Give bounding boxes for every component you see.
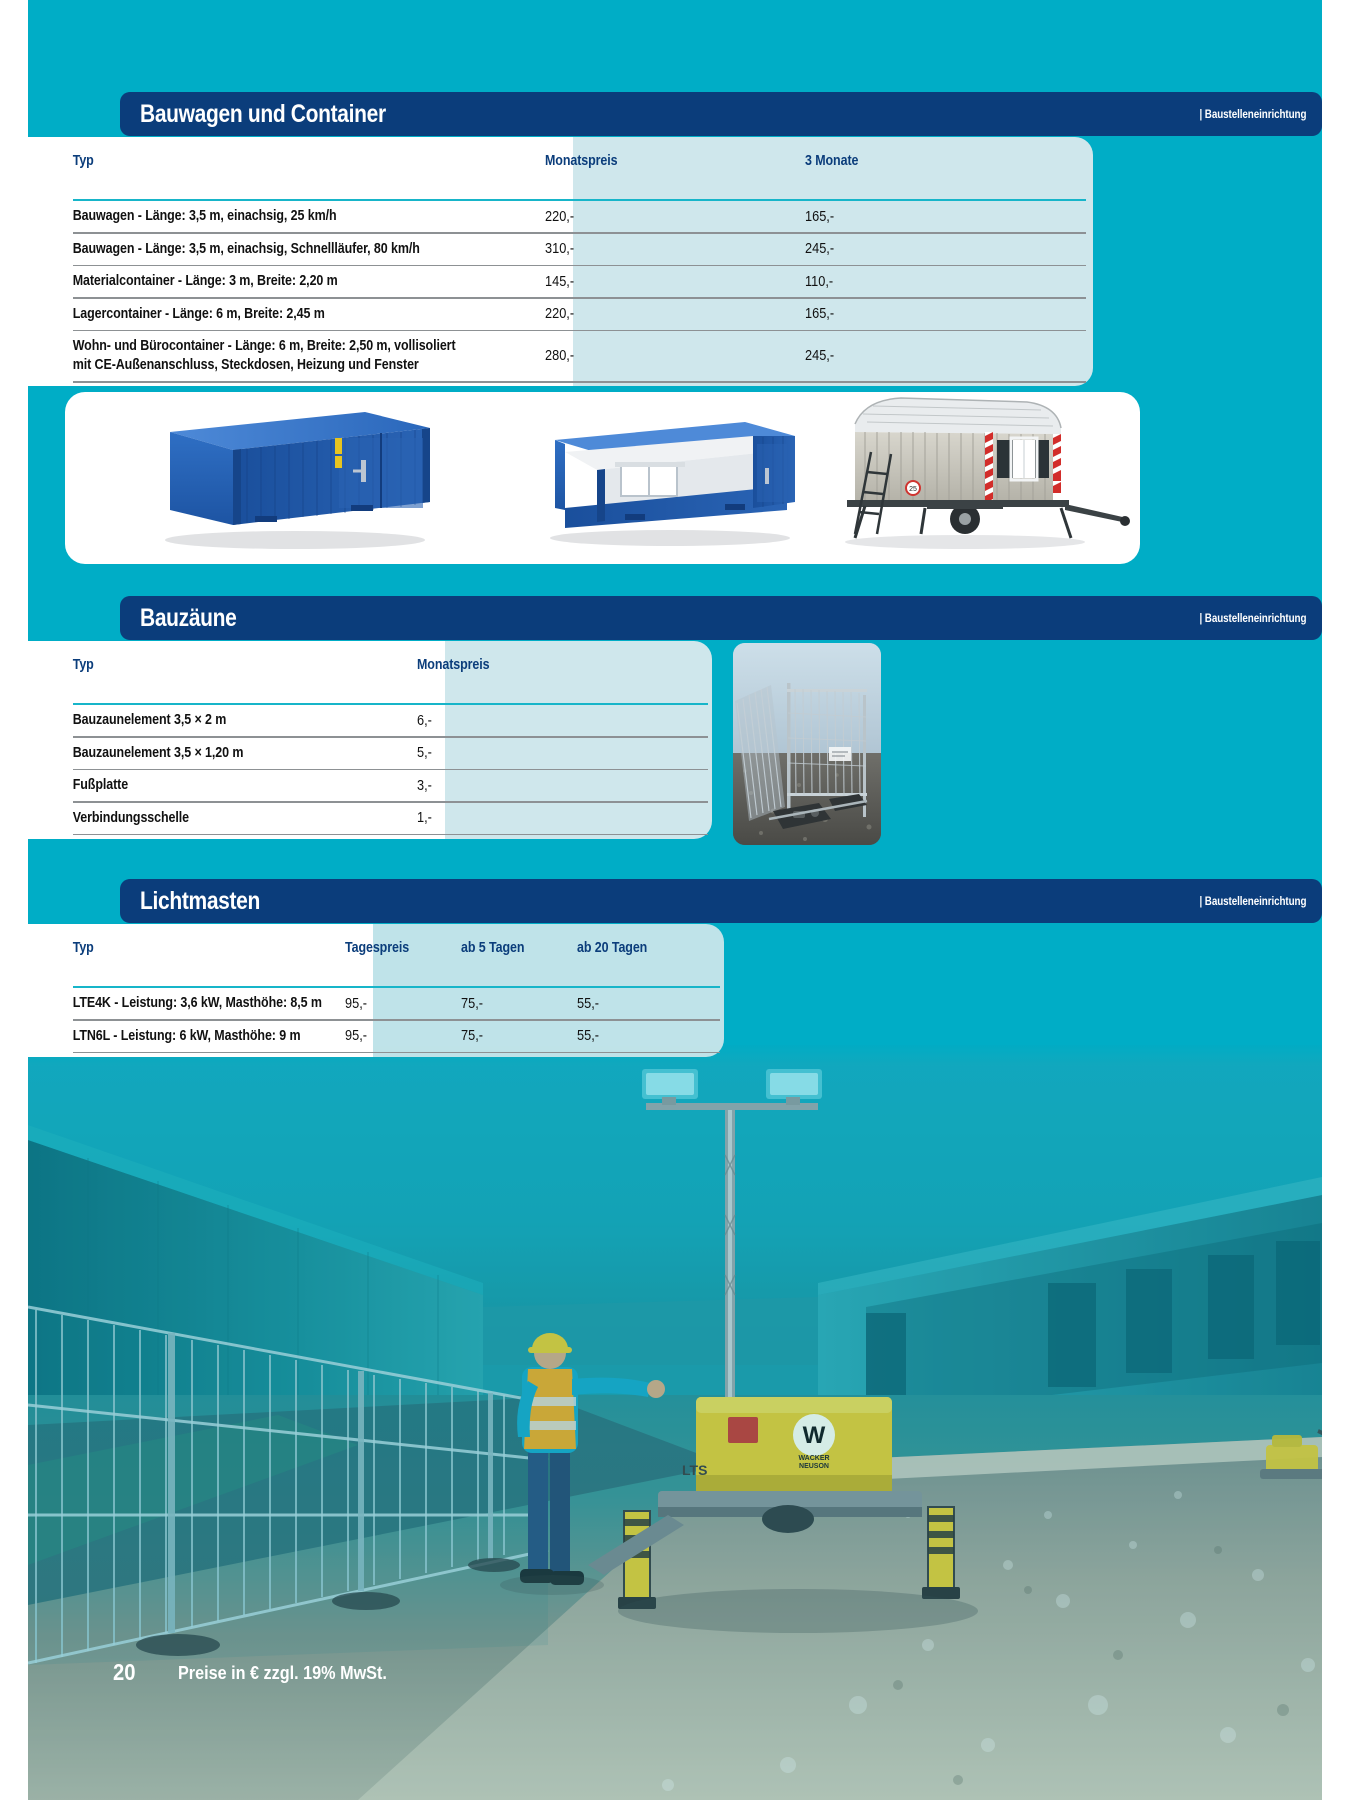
cell-3-monate: 245,- <box>805 348 835 364</box>
table-row <box>28 201 1093 232</box>
table-header-row <box>28 924 724 980</box>
cell-monatspreis: 1,- <box>417 810 432 826</box>
table-row <box>28 770 712 801</box>
cell-typ: LTN6L - Leistung: 6 kW, Masthöhe: 9 m <box>72 1027 301 1044</box>
table-row <box>28 803 712 834</box>
table-bauwagen-und-container <box>28 137 1093 386</box>
section-title: Bauzäune <box>140 603 237 632</box>
cell-typ: Wohn- und Bürocontainer - Länge: 6 m, Breite: 2,50 m, vollisoliert mit CE-Außenanschluss, Steckdosen, Heizung und Fenster <box>72 338 456 373</box>
table-header-row <box>28 641 712 697</box>
cell-typ: Bauwagen - Länge: 3,5 m, einachsig, Schnellläufer, 80 km/h <box>72 240 420 257</box>
cell-monatspreis: 220,- <box>545 306 575 322</box>
table-lichtmasten <box>28 924 724 1057</box>
table-row <box>28 1021 724 1052</box>
cell-typ: LTE4K - Leistung: 3,6 kW, Masthöhe: 8,5 m <box>72 995 322 1012</box>
fence-panels-photo <box>733 643 881 845</box>
cell-typ: Bauwagen - Länge: 3,5 m, einachsig, 25 km/h <box>72 208 337 225</box>
cell-monatspreis: 310,- <box>545 241 575 257</box>
row-divider <box>73 1052 720 1054</box>
section-breadcrumb: | Baustelleneinrichtung <box>1199 611 1306 625</box>
cell-typ: Lagercontainer - Länge: 6 m, Breite: 2,45 m <box>72 305 325 322</box>
table-row <box>28 988 724 1019</box>
cell-ab-5-tagen: 75,- <box>461 995 483 1012</box>
cell-ab-20-tagen: 55,- <box>577 1028 599 1044</box>
table-bauzaeune <box>28 641 712 839</box>
column-header-typ: Typ <box>72 657 94 673</box>
column-header-tagespreis: Tagespreis <box>345 940 410 956</box>
column-header-monatspreis: Monatspreis <box>417 657 490 673</box>
cell-ab-5-tagen: 75,- <box>461 1028 483 1044</box>
table-row <box>28 331 1093 381</box>
table-row <box>28 266 1093 297</box>
cell-3-monate: 245,- <box>805 241 835 257</box>
svg-text:25: 25 <box>909 486 917 493</box>
section-header-bauzaeune <box>120 596 1322 640</box>
grey-site-trailer-bauwagen <box>845 398 1130 549</box>
cell-monatspreis: 145,- <box>545 273 575 290</box>
cell-typ: Verbindungsschelle <box>72 809 189 826</box>
column-header-ab-20-tagen: ab 20 Tagen <box>577 940 648 956</box>
column-header-typ: Typ <box>72 153 94 169</box>
cell-typ: Fußplatte <box>72 777 129 794</box>
table-row <box>28 705 712 736</box>
section-title: Lichtmasten <box>140 886 261 915</box>
container-images-panel <box>65 392 1140 564</box>
svg-text:W: W <box>802 1422 826 1449</box>
cell-3-monate: 110,- <box>805 273 834 290</box>
cell-monatspreis: 3,- <box>417 777 432 794</box>
table-header-row <box>28 137 1093 193</box>
section-breadcrumb: | Baustelleneinrichtung <box>1199 107 1306 121</box>
section-header-bauwagen <box>120 92 1322 136</box>
cell-tagespreis: 95,- <box>345 995 367 1012</box>
cell-typ: Bauzaunelement 3,5 × 2 m <box>72 712 227 729</box>
page-number: 20 <box>113 1659 136 1685</box>
cell-ab-20-tagen: 55,- <box>577 995 599 1012</box>
cell-monatspreis: 5,- <box>417 745 432 761</box>
row-divider <box>73 381 1086 383</box>
column-header-3-monate: 3 Monate <box>805 153 859 169</box>
cell-monatspreis: 6,- <box>417 712 432 729</box>
blue-storage-container <box>165 412 430 549</box>
svg-text:NEUSON: NEUSON <box>799 1463 829 1470</box>
price-note: Preise in € zzgl. 19% MwSt. <box>178 1663 387 1683</box>
cell-tagespreis: 95,- <box>345 1028 367 1044</box>
table-row <box>28 299 1093 330</box>
table-row <box>28 738 712 769</box>
cell-typ: Bauzaunelement 3,5 × 1,20 m <box>72 744 244 761</box>
row-divider <box>73 834 708 836</box>
section-title: Bauwagen und Container <box>140 99 386 128</box>
column-header-monatspreis: Monatspreis <box>545 153 618 169</box>
cell-3-monate: 165,- <box>805 306 835 322</box>
blue-office-container-cutaway <box>550 422 795 546</box>
svg-text:LTS: LTS <box>682 1462 708 1478</box>
section-breadcrumb: | Baustelleneinrichtung <box>1199 894 1306 908</box>
light-tower-photo <box>28 1045 1322 1800</box>
cell-monatspreis: 220,- <box>545 208 575 225</box>
column-header-ab-5-tagen: ab 5 Tagen <box>461 940 525 956</box>
table-row <box>28 234 1093 265</box>
svg-text:WACKER: WACKER <box>798 1455 830 1462</box>
column-header-typ: Typ <box>72 940 94 956</box>
cell-3-monate: 165,- <box>805 208 835 225</box>
cell-monatspreis: 280,- <box>545 348 575 364</box>
section-header-lichtmasten <box>120 879 1322 923</box>
cell-typ: Materialcontainer - Länge: 3 m, Breite: 2,20 m <box>72 273 338 290</box>
